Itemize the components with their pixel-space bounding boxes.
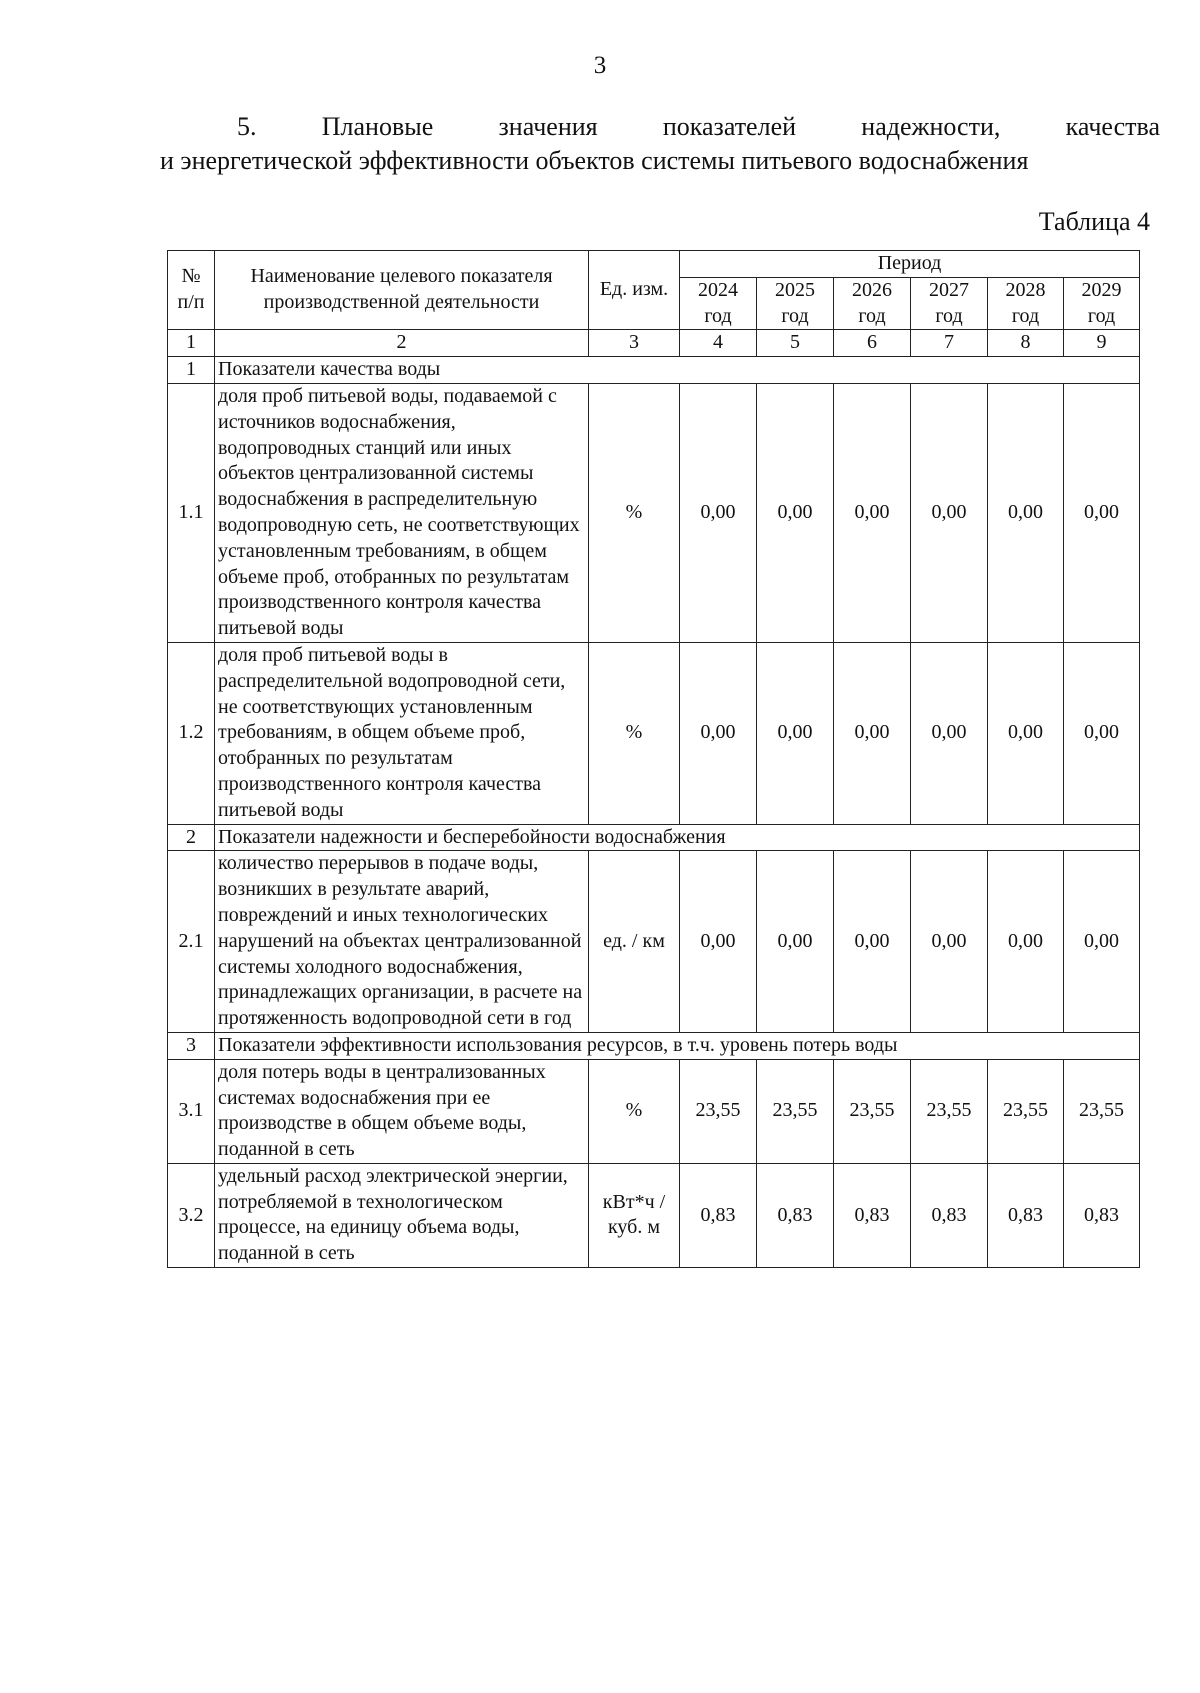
indicator-name: доля проб питьевой воды в распределительной водопроводной сети, не соответствующих установленным требованиям, в общем объеме проб, отобранных по результатам производственного контроля качества питьевой воды	[215, 642, 589, 824]
header-year: 2024 год	[680, 277, 757, 330]
indicator-name: доля потерь воды в централизованных системах водоснабжения при ее производстве в общем объеме воды, поданной в сеть	[215, 1059, 589, 1163]
indicator-value: 0,83	[834, 1163, 911, 1267]
section-number: 2	[168, 824, 215, 851]
indicator-value: 0,00	[911, 851, 988, 1033]
indicator-value: 0,83	[680, 1163, 757, 1267]
section-title: Показатели качества воды	[215, 357, 1140, 384]
indicator-number: 1.1	[168, 383, 215, 642]
header-year: 2029 год	[1064, 277, 1140, 330]
indicator-number: 2.1	[168, 851, 215, 1033]
heading-line-2: и энергетической эффективности объектов системы питьевого водоснабжения	[160, 146, 1029, 175]
column-number: 3	[589, 330, 680, 357]
column-number: 5	[757, 330, 834, 357]
indicator-value: 0,00	[1064, 851, 1140, 1033]
indicator-value: 23,55	[834, 1059, 911, 1163]
indicator-row	[168, 851, 1140, 1033]
indicator-row	[168, 1163, 1140, 1267]
header-unit: Ед. изм.	[589, 251, 680, 330]
section-number: 3	[168, 1032, 215, 1059]
section-title: Показатели надежности и бесперебойности водоснабжения	[215, 824, 1140, 851]
indicator-number: 3.1	[168, 1059, 215, 1163]
indicator-value: 0,00	[988, 383, 1064, 642]
column-number: 2	[215, 330, 589, 357]
table-body	[168, 251, 1140, 1268]
section-row	[168, 357, 1140, 384]
indicator-value: 0,83	[988, 1163, 1064, 1267]
indicator-value: 0,00	[834, 851, 911, 1033]
table-label: Таблица 4	[1038, 207, 1150, 236]
indicator-unit: %	[589, 642, 680, 824]
indicators-table	[167, 250, 1140, 1268]
indicator-number: 1.2	[168, 642, 215, 824]
indicator-value: 0,00	[988, 642, 1064, 824]
indicator-value: 0,00	[757, 642, 834, 824]
column-number: 9	[1064, 330, 1140, 357]
indicator-number: 3.2	[168, 1163, 215, 1267]
section-heading	[160, 110, 1160, 178]
indicator-value: 0,00	[834, 383, 911, 642]
indicator-value: 23,55	[680, 1059, 757, 1163]
header-year: 2026 год	[834, 277, 911, 330]
indicator-row	[168, 642, 1140, 824]
indicator-value: 0,00	[757, 383, 834, 642]
indicator-unit: %	[589, 383, 680, 642]
indicator-value: 0,83	[1064, 1163, 1140, 1267]
indicator-value: 0,00	[680, 642, 757, 824]
indicator-value: 0,00	[757, 851, 834, 1033]
indicator-value: 23,55	[911, 1059, 988, 1163]
section-title: Показатели эффективности использования ресурсов, в т.ч. уровень потерь воды	[215, 1032, 1140, 1059]
header-year: 2028 год	[988, 277, 1064, 330]
column-number: 1	[168, 330, 215, 357]
indicator-value: 0,00	[911, 383, 988, 642]
indicator-unit: ед. / км	[589, 851, 680, 1033]
indicator-name: удельный расход электрической энергии, потребляемой в технологическом процессе, на единицу объема воды, поданной в сеть	[215, 1163, 589, 1267]
indicator-unit: кВт*ч / куб. м	[589, 1163, 680, 1267]
section-row	[168, 1032, 1140, 1059]
heading-line-1: 5. Плановые значения показателей надежности, качества	[237, 112, 1160, 141]
indicator-value: 0,00	[680, 851, 757, 1033]
indicator-value: 0,00	[680, 383, 757, 642]
header-period: Период	[680, 251, 1140, 278]
indicator-value: 0,00	[1064, 642, 1140, 824]
section-number: 1	[168, 357, 215, 384]
header-year: 2025 год	[757, 277, 834, 330]
indicator-name: доля проб питьевой воды, подаваемой с источников водоснабжения, водопроводных станций или иных объектов централизованной системы водоснабжения в распределительную водопроводную сеть, не соответствующих установленным требованиям, в общем объеме проб, отобранных по результатам производственного контроля качества питьевой воды	[215, 383, 589, 642]
column-number: 8	[988, 330, 1064, 357]
indicator-unit: %	[589, 1059, 680, 1163]
indicator-row	[168, 383, 1140, 642]
indicator-value: 23,55	[988, 1059, 1064, 1163]
indicator-value: 0,00	[911, 642, 988, 824]
column-number: 4	[680, 330, 757, 357]
indicator-value: 0,00	[834, 642, 911, 824]
indicator-row	[168, 1059, 1140, 1163]
indicator-name: количество перерывов в подаче воды, возникших в результате аварий, повреждений и иных технологических нарушений на объектах централизованной системы холодного водоснабжения, принадлежащих организации, в расчете на протяженность водопроводной сети в год	[215, 851, 589, 1033]
page-number: 3	[593, 52, 607, 79]
indicator-value: 0,00	[988, 851, 1064, 1033]
header-year: 2027 год	[911, 277, 988, 330]
column-number: 7	[911, 330, 988, 357]
indicator-value: 23,55	[757, 1059, 834, 1163]
indicator-value: 0,00	[1064, 383, 1140, 642]
section-row	[168, 824, 1140, 851]
indicator-value: 0,83	[911, 1163, 988, 1267]
indicator-value: 0,83	[757, 1163, 834, 1267]
header-name: Наименование целевого показателя производственной деятельности	[215, 251, 589, 330]
column-numbers-row	[168, 330, 1140, 357]
header-no: № п/п	[168, 251, 215, 330]
indicator-value: 23,55	[1064, 1059, 1140, 1163]
header-row-1	[168, 251, 1140, 278]
column-number: 6	[834, 330, 911, 357]
